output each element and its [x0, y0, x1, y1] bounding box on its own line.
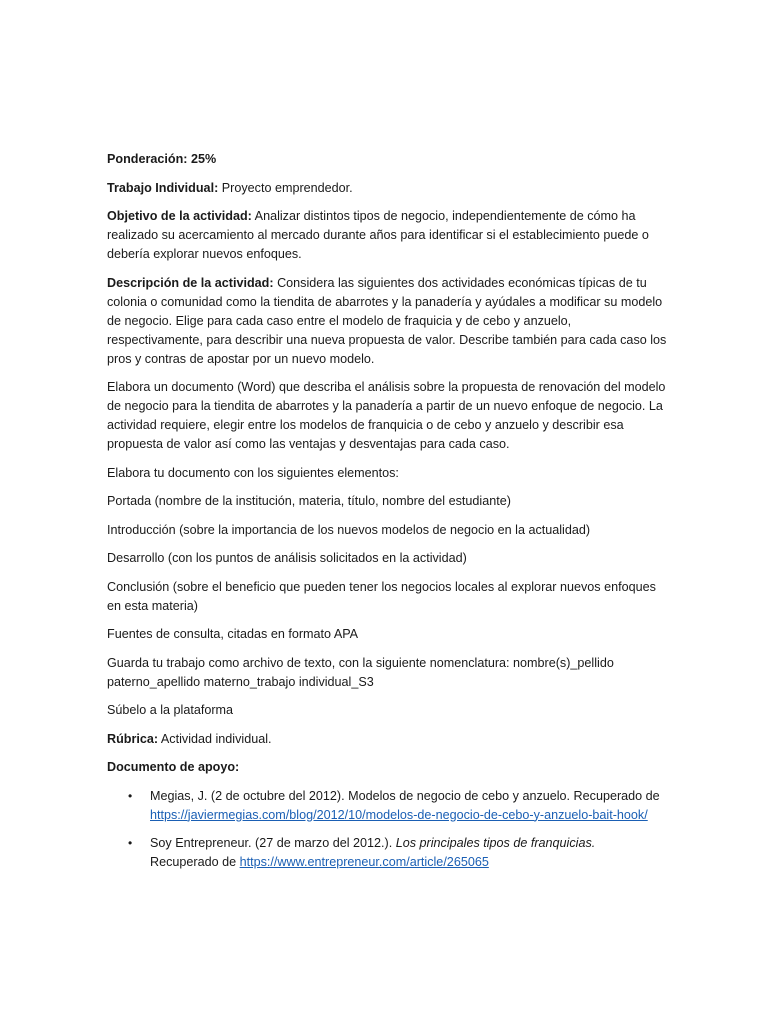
objetivo-text: Analizar distintos tipos de negocio, independientemente de cómo ha realizado su acercamiento al mercado durante años para identificar si el establecimiento puede o debería explorar nuevos enfoques.: [107, 209, 649, 261]
objetivo-paragraph: [107, 207, 667, 264]
bullet-icon: •: [128, 788, 133, 803]
bullet-icon: •: [128, 836, 133, 850]
reference-title: Los principales tipos de franquicias.: [395, 836, 596, 850]
elabora-documento-paragraph: Elabora un documento (Word) que describa el análisis sobre la propuesta de renovación del modelo de negocio para la tiendita de abarrotes y la panadería a partir de un nuevo enfoque de negocio. La actividad requiere, elegir entre los modelos de franquicia o de cebo y anzuelo y describir esa propuesta de valor así como las ventajas y desventajas para cada caso.: [107, 380, 666, 451]
fuentes-line: Fuentes de consulta, citadas en formato APA: [107, 627, 359, 641]
reference-recuperado: Recuperado de: [150, 855, 240, 869]
guarda-line: Guarda tu trabajo como archivo de texto, con la siguiente nomenclatura: nombre(s)_pellido paterno_apellido materno_trabajo individual_S3: [107, 655, 614, 689]
reference-item: [107, 834, 667, 872]
document-page: [107, 150, 667, 882]
subelo-line: Súbelo a la plataforma: [107, 703, 234, 717]
rubrica-line: [107, 730, 667, 749]
ponderacion-label: Ponderación: 25%: [107, 152, 217, 166]
elabora-elementos-line: Elabora tu documento con los siguientes elementos:: [107, 465, 399, 480]
descripcion-text: Considera las siguientes dos actividades económicas típicas de tu colonia o comunidad como la tiendita de abarrotes y la panadería y ayúdales a modificar su modelo de negocio. Elige para cada caso entre el modelo de fraquicia y de cebo y anzuelo, respectivamente, para describir una nueva propuesta de valor. Describe también para cada caso los pros y contras de apostar por un nuevo modelo.: [107, 275, 667, 366]
reference-text: Megias, J. (2 de octubre del 2012). Modelos de negocio de cebo y anzuelo. Recuperado de: [150, 788, 660, 803]
rubrica-label: Rúbrica:: [107, 731, 159, 746]
desarrollo-line: Desarrollo (con los puntos de análisis solicitados en la actividad): [107, 551, 467, 565]
objetivo-label: Objetivo de la actividad:: [107, 209, 252, 223]
reference-link[interactable]: https://www.entrepreneur.com/article/265065: [239, 855, 489, 869]
portada-line: Portada (nombre de la institución, materia, título, nombre del estudiante): [107, 494, 511, 508]
ponderacion-line: [107, 150, 667, 169]
reference-text: Soy Entrepreneur. (27 de marzo del 2012.).: [150, 836, 396, 850]
introduccion-line: Introducción (sobre la importancia de los nuevos modelos de negocio en la actualidad): [107, 522, 591, 537]
reference-item: [107, 787, 667, 825]
reference-list: [107, 787, 667, 873]
reference-link[interactable]: https://javiermegias.com/blog/2012/10/modelos-de-negocio-de-cebo-y-anzuelo-bait-hook/: [150, 807, 648, 822]
documento-apoyo-line: [107, 758, 667, 777]
documento-apoyo-label: Documento de apoyo:: [107, 760, 240, 774]
rubrica-text: Actividad individual.: [158, 731, 272, 746]
conclusion-line: Conclusión (sobre el beneficio que pueden tener los negocios locales al explorar nuevos enfoques en esta materia): [107, 579, 656, 613]
trabajo-label: Trabajo Individual:: [107, 180, 219, 195]
descripcion-paragraph: [107, 274, 667, 369]
trabajo-text: Proyecto emprendedor.: [218, 180, 353, 195]
descripcion-label: Descripción de la actividad:: [107, 275, 274, 290]
trabajo-line: [107, 179, 667, 198]
